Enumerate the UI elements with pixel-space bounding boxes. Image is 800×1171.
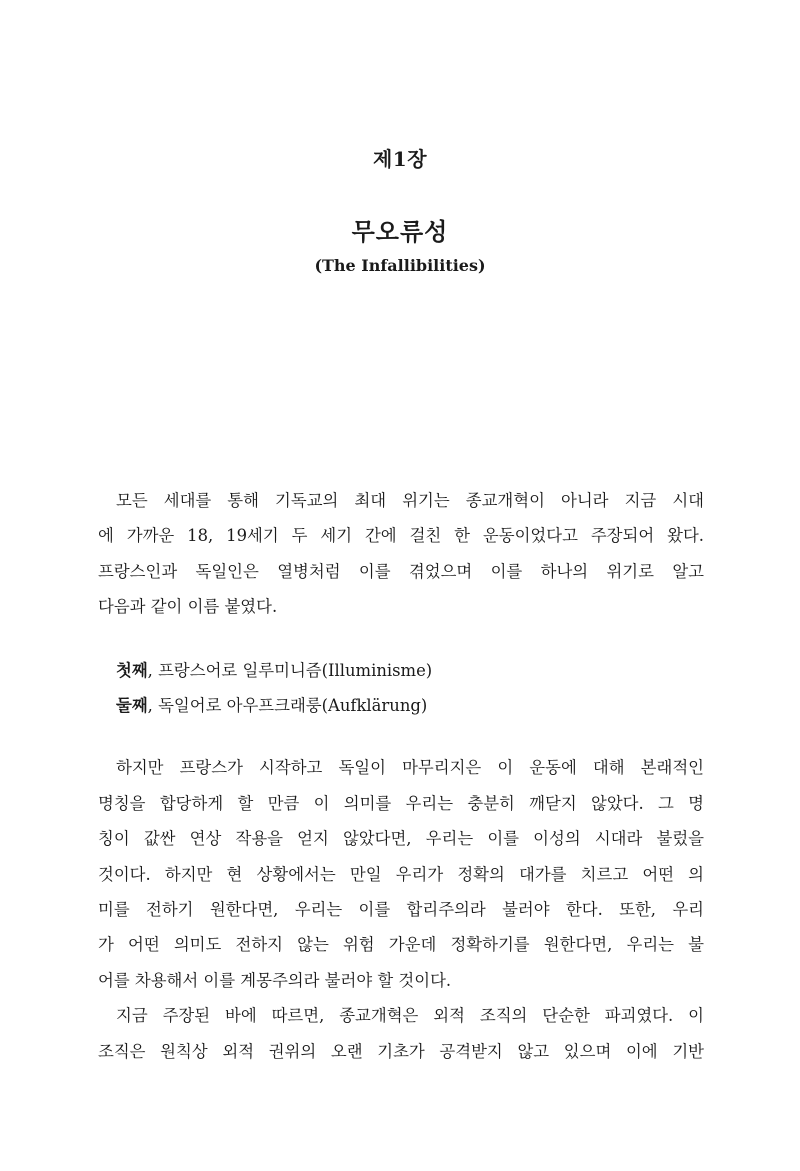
paragraph-gap	[98, 723, 704, 750]
text-line: 미를 전하기 원한다면, 우리는 이를 합리주의라 불러야 한다. 또한, 우리	[98, 900, 704, 920]
text-line: 것이다. 하지만 현 상황에서는 만일 우리가 정확의 대가를 치르고 어떤 의	[98, 864, 704, 884]
text-line: 칭이 값싼 연상 작용을 얻지 않았다면, 우리는 이를 이성의 시대라 불렀을	[98, 829, 704, 849]
paragraph-3	[98, 998, 704, 1069]
text-line: 다음과 같이 이름 붙였다.	[98, 597, 278, 617]
paragraph-2	[98, 750, 704, 998]
term-list	[98, 653, 704, 724]
text-line: 가 어떤 의미도 전하지 않는 위험 가운데 정확하기를 원한다면, 우리는 불	[98, 935, 704, 955]
text-line: 에 가까운 18, 19세기 두 세기 간에 걸친 한 운동이었다고 주장되어 왔다.	[98, 526, 704, 546]
list-item	[98, 688, 704, 723]
paragraph-gap	[98, 625, 704, 653]
text-line: 하지만 프랑스가 시작하고 독일이 마무리지은 이 운동에 대해 본래적인	[116, 758, 704, 778]
chapter-number: 제1장	[372, 147, 428, 171]
text-line: 모든 세대를 통해 기독교의 최대 위기는 종교개혁이 아니라 지금 시대	[116, 491, 704, 510]
paragraph-1	[98, 483, 704, 625]
list-item-label: 둘째	[116, 696, 148, 716]
text-line: 명칭을 합당하게 할 만큼 이 의미를 우리는 충분히 깨닫지 않았다. 그 명	[98, 793, 704, 813]
chapter-subtitle: (The Infallibilities)	[314, 256, 486, 275]
list-item-text: , 독일어로 아우프크래룽(Aufklärung)	[147, 696, 428, 716]
body-text	[98, 483, 704, 1069]
text-line: 프랑스인과 독일인은 열병처럼 이를 겪었으며 이를 하나의 위기로 알고	[98, 561, 704, 581]
text-line: 어를 차용해서 이를 계몽주의라 불러야 할 것이다.	[98, 970, 452, 990]
text-line: 조직은 원칙상 외적 권위의 오랜 기초가 공격받지 않고 있으며 이에 기반	[98, 1041, 704, 1061]
text-line: 지금 주장된 바에 따르면, 종교개혁은 외적 조직의 단순한 파괴였다. 이	[116, 1006, 704, 1026]
list-item-text: , 프랑스어로 일루미니즘(Illuminisme)	[147, 660, 433, 680]
chapter-title: 무오류성	[351, 217, 449, 246]
list-item-label: 첫째	[116, 660, 148, 680]
list-item	[98, 653, 704, 688]
